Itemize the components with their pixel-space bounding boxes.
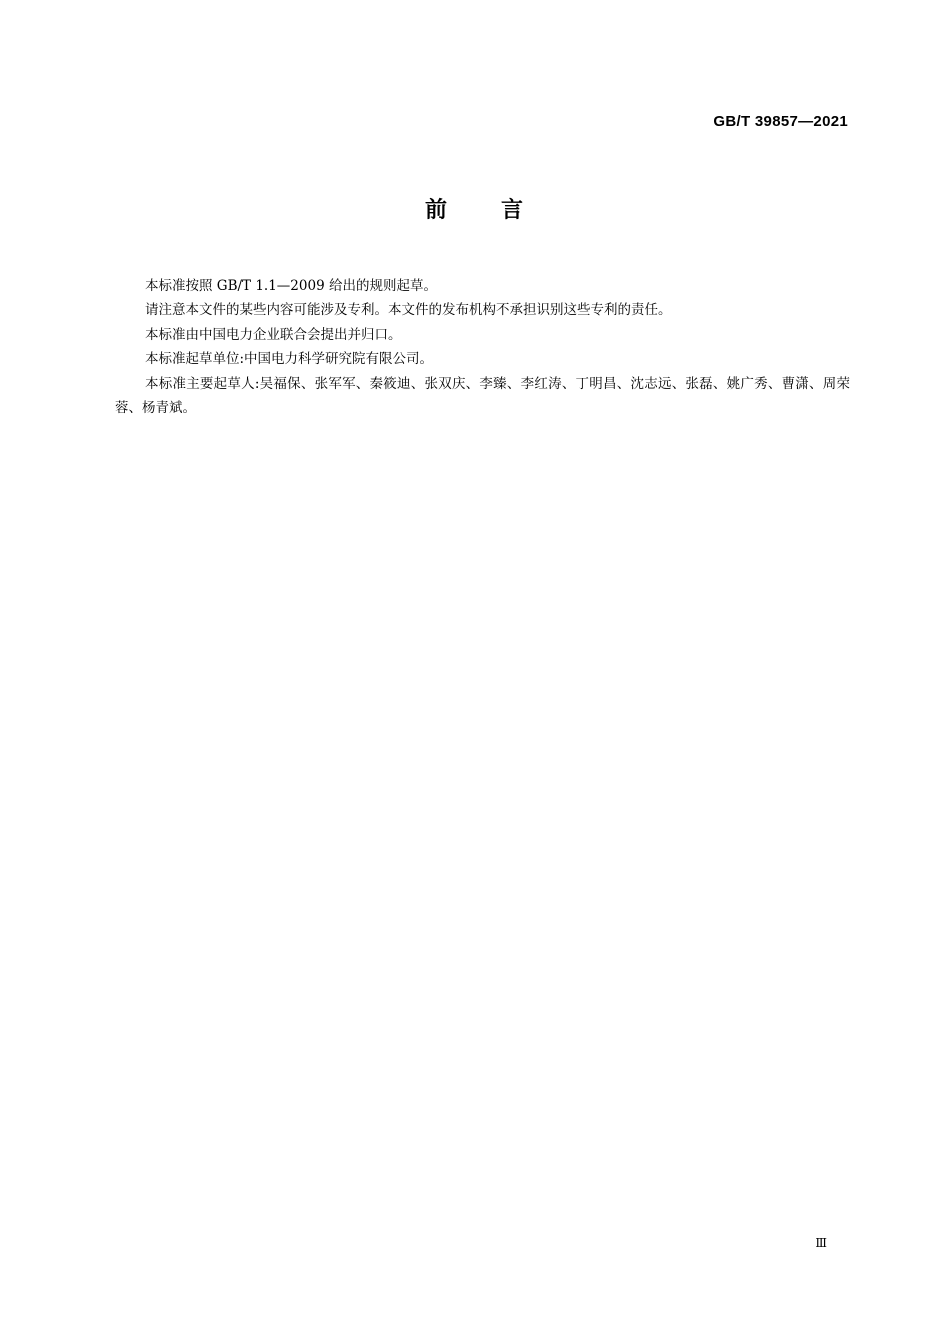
standard-number: GB/T 39857—2021: [713, 113, 848, 130]
page-title: [0, 196, 950, 226]
paragraph-patent-notice: 请注意本文件的某些内容可能涉及专利。本文件的发布机构不承担识别这些专利的责任。: [145, 302, 672, 319]
paragraph-proposer: 本标准由中国电力企业联合会提出并归口。: [145, 326, 402, 343]
foreword-body: [115, 274, 850, 420]
page-number: Ⅲ: [815, 1236, 827, 1250]
paragraph-drafting-organization: 本标准起草单位:中国电力科学研究院有限公司。: [145, 351, 434, 368]
paragraph-drafters: 本标准主要起草人:吴福保、张军军、秦筱迪、张双庆、李臻、李红涛、丁明昌、沈志远、张磊、姚广秀、曹潇、周荣蓉、杨青斌。: [115, 375, 850, 417]
paragraph-drafting-rules: 本标准按照 GB/T 1.1—2009 给出的规则起草。: [145, 278, 437, 294]
title-char-1: 前: [424, 198, 449, 223]
title-char-2: 言: [501, 198, 526, 223]
